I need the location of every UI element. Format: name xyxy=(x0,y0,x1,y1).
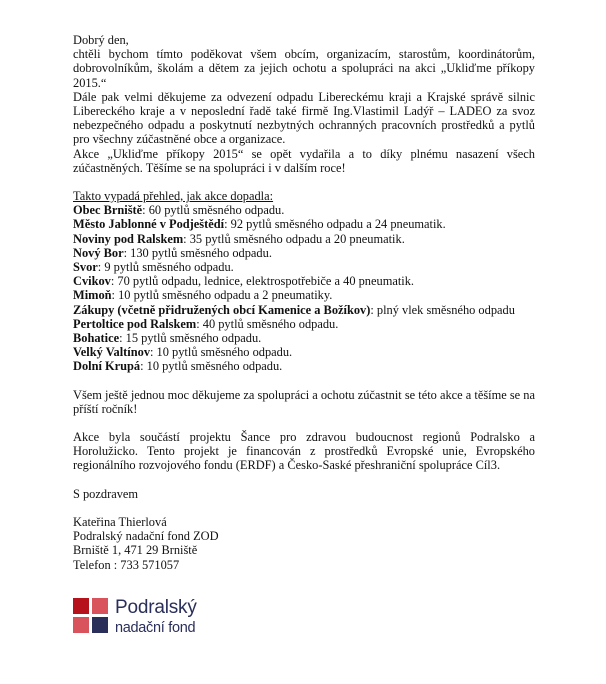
signer-phone: Telefon : 733 571057 xyxy=(73,557,180,572)
place-name: Svor xyxy=(73,260,98,275)
place-name: Obec Brniště xyxy=(73,203,143,218)
list-item xyxy=(73,288,535,302)
place-name: Cvikov xyxy=(73,274,111,289)
list-item xyxy=(73,359,535,373)
logo-square-bottom-right xyxy=(92,617,108,633)
thanks-again-paragraph: Všem ještě jednou moc děkujeme za spolupráci a ochotu zúčastnit se této akce a těšíme se na příští ročník! xyxy=(73,387,535,416)
place-name: Město Jablonné v Podještědí xyxy=(73,217,225,232)
place-detail: : 15 pytlů směsného odpadu. xyxy=(119,331,262,346)
place-name: Nový Bor xyxy=(73,245,124,260)
place-detail: : 40 pytlů směsného odpadu. xyxy=(196,316,339,331)
success-paragraph: Akce „Ukliďme příkopy 2015“ se opět vydařila a to díky plnému nasazení všech zúčastněných. Těšíme se na spolupráci i v dalším roce! xyxy=(73,146,535,175)
waste-removal-paragraph: Dále pak velmi děkujeme za odvezení odpadu Libereckému kraji a Krajské správě silnic Libereckého kraje a v neposlední řadě také firmě Ing.Vlastimil Ladýř – LADEO za svoz nebezpečného odpadu a poskytnutí nezbytných ochranných pracovních prostředků a pytlů pro všechny zúčastněné obce a organizace. xyxy=(73,89,535,147)
list-item xyxy=(73,217,535,231)
greeting: Dobrý den, xyxy=(73,33,129,47)
organization-logo xyxy=(73,598,197,638)
closing: S pozdravem xyxy=(73,486,139,501)
place-name: Mimoň xyxy=(73,288,112,303)
place-detail: : 10 pytlů směsného odpadu. xyxy=(150,345,293,360)
letter-body xyxy=(73,33,535,572)
place-detail: : 10 pytlů směsného odpadu a 2 pneumatiky. xyxy=(111,288,333,303)
signer-name: Kateřina Thierlová xyxy=(73,514,167,529)
list-item xyxy=(73,246,535,260)
project-paragraph: Akce byla součástí projektu Šance pro zdravou budoucnost regionů Podralsko a Horolužicko. Tento projekt je financován z prostředků Evropské unie, Evropského regionálního rozvojového fondu (ERDF) a Česko-Saské přeshraniční spolupráce Cíl3. xyxy=(73,430,535,473)
list-item xyxy=(73,331,535,345)
logo-subtitle: nadační fond xyxy=(115,620,196,636)
logo-square-bottom-left xyxy=(73,617,89,633)
list-item xyxy=(73,345,535,359)
logo-name: Podralský xyxy=(115,597,197,618)
place-detail: : 35 pytlů směsného odpadu a 20 pneumatik. xyxy=(183,231,405,246)
place-detail: : 9 pytlů směsného odpadu. xyxy=(97,260,234,275)
logo-squares-icon xyxy=(73,598,109,634)
place-detail: : 130 pytlů směsného odpadu. xyxy=(123,245,272,260)
place-name: Velký Valtínov xyxy=(73,345,151,360)
list-item xyxy=(73,317,535,331)
place-name: Zákupy (včetně přidružených obcí Kamenice a Božíkov) xyxy=(73,302,371,317)
place-name: Pertoltice pod Ralskem xyxy=(73,316,197,331)
place-name: Bohatice xyxy=(73,331,120,346)
list-item xyxy=(73,232,535,246)
place-detail: : 92 pytlů směsného odpadu a 24 pneumatik. xyxy=(224,217,446,232)
place-detail: : 60 pytlů směsného odpadu. xyxy=(142,203,285,218)
logo-text xyxy=(115,598,197,638)
signer-organization: Podralský nadační fond ZOD xyxy=(73,529,219,544)
signature-block xyxy=(73,515,535,572)
place-detail: : 10 pytlů směsného odpadu. xyxy=(140,359,283,374)
logo-square-top-left xyxy=(73,598,89,614)
list-item xyxy=(73,274,535,288)
list-item xyxy=(73,203,535,217)
place-detail: : 70 pytlů odpadu, lednice, elektrospotřebiče a 40 pneumatik. xyxy=(110,274,415,289)
place-name: Noviny pod Ralskem xyxy=(73,231,184,246)
logo-square-top-right xyxy=(92,598,108,614)
overview-heading: Takto vypadá přehled, jak akce dopadla: xyxy=(73,189,274,204)
list-item xyxy=(73,260,535,274)
results-list xyxy=(73,203,535,373)
signer-address: Brniště 1, 471 29 Brniště xyxy=(73,543,198,558)
thanks-paragraph: chtěli bychom tímto poděkovat všem obcím, organizacím, starostům, koordinátorům, dobrovolníkům, školám a dětem za jejich ochotu a spolupráci na akci „Ukliďme příkopy 2015.“ xyxy=(73,47,535,90)
place-name: Dolní Krupá xyxy=(73,359,141,374)
list-item xyxy=(73,303,535,317)
place-detail: : plný vlek směsného odpadu xyxy=(370,302,515,317)
